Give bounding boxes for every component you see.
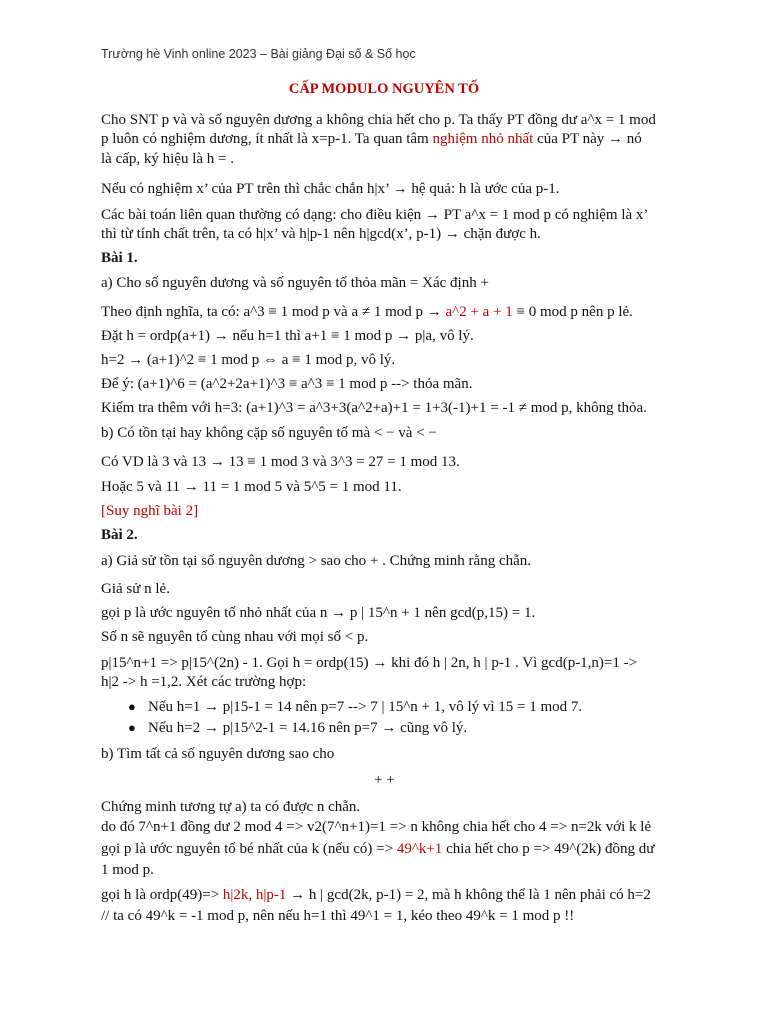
page-header: Trường hè Vinh online 2023 – Bài giảng Đại số & Số học — [101, 47, 416, 61]
bai2-line-4: p|15^n+1 => p|15^(2n) - 1. Gọi h = ordp(15) → khi đó h | 2n, h | p-1 . Vì gcd(p-1,n)=1 -> — [101, 655, 638, 671]
intro-line-2: p luôn có nghiệm dương, ít nhất là x=p-1. Ta quan tâm nghiệm nhỏ nhất của PT này → nó — [101, 131, 642, 147]
bai1-line-2: Đặt h = ordp(a+1) → nếu h=1 thì a+1 ≡ 1 mod p → p|a, vô lý. — [101, 328, 474, 344]
bai2-problem-a: a) Giả sử tồn tại số nguyên dương > sao cho + . Chứng minh rằng chẵn. — [101, 553, 532, 569]
bai2-heading: Bài 2. — [101, 527, 138, 543]
bai2-formula: + + — [374, 772, 395, 788]
bai2-line-11: // ta có 49^k = -1 mod p, nên nếu h=1 thì 49^1 = 1, kéo theo 49^k = 1 mod p !! — [101, 908, 575, 924]
bai2-bullet-2: Nếu h=2 → p|15^2-1 = 14.16 nên p=7 → cũng vô lý. — [148, 720, 468, 736]
highlight-smallest-solution: nghiệm nhỏ nhất — [432, 131, 534, 147]
bai1-problem-a: a) Cho số nguyên dương và số nguyên tố thỏa mãn = Xác định + — [101, 275, 489, 291]
bai2-line-2: gọi p là ước nguyên tố nhỏ nhất của n → p | 15^n + 1 nên gcd(p,15) = 1. — [101, 605, 536, 621]
intro-line-6: thì từ tính chất trên, ta có h|x’ và h|p-1 nên h|gcd(x’, p-1) → chặn được h. — [101, 226, 541, 242]
intro-line-3: là cấp, ký hiệu là h = . — [101, 151, 235, 167]
bai1-line-7: Hoặc 5 và 11 → 11 = 1 mod 5 và 5^5 = 1 mod 11. — [101, 479, 402, 495]
document-title: CẤP MODULO NGUYÊN TỐ — [288, 81, 480, 97]
bai2-line-6: Chứng minh tương tự a) ta có được n chẵn. — [101, 799, 361, 815]
bai2-line-9: 1 mod p. — [101, 862, 154, 878]
bai2-bullet-1: Nếu h=1 → p|15-1 = 14 nên p=7 --> 7 | 15^n + 1, vô lý vì 15 = 1 mod 7. — [148, 699, 583, 715]
bai1-line-3: h=2 → (a+1)^2 ≡ 1 mod p ⇔ a ≡ 1 mod p, vô lý. — [101, 352, 396, 368]
intro-line-5: Các bài toán liên quan thường có dạng: cho điều kiện → PT a^x = 1 mod p có nghiệm là x’ — [101, 207, 649, 223]
bai1-line-1: Theo định nghĩa, ta có: a^3 ≡ 1 mod p và a ≠ 1 mod p → a^2 + a + 1 ≡ 0 mod p nên p lẻ. — [101, 304, 633, 320]
bai1-heading: Bài 1. — [101, 250, 138, 266]
highlight-49k-plus-1: 49^k+1 — [396, 841, 443, 857]
bullet-dot: ● — [128, 699, 136, 714]
bai2-line-1: Giả sử n lẻ. — [101, 581, 170, 597]
suy-nghi-bai-2-link[interactable]: [Suy nghĩ bài 2] — [101, 503, 199, 519]
bai2-line-10: gọi h là ordp(49)=> h|2k, h|p-1 → h | gcd(2k, p-1) = 2, mà h không thể là 1 nên phải có h=2 — [101, 887, 651, 903]
bai2-line-7: do đó 7^n+1 đồng dư 2 mod 4 => v2(7^n+1)=1 => n không chia hết cho 4 => n=2k với k lẻ — [101, 819, 652, 835]
bai2-problem-b: b) Tìm tất cả số nguyên dương sao cho — [101, 746, 335, 762]
highlight-divisibility: h|2k, h|p-1 — [222, 887, 287, 903]
intro-line-1: Cho SNT p và và số nguyên dương a không chia hết cho p. Ta thấy PT đồng dư a^x = 1 mod — [101, 112, 656, 128]
highlight-expression: a^2 + a + 1 — [445, 304, 513, 320]
intro-line-4: Nếu có nghiệm x’ của PT trên thì chắc chắn h|x’ → hệ quả: h là ước của p-1. — [101, 181, 560, 197]
bai1-line-4: Để ý: (a+1)^6 = (a^2+2a+1)^3 ≡ a^3 ≡ 1 mod p --> thỏa mãn. — [101, 376, 473, 392]
bai1-problem-b: b) Có tồn tại hay không cặp số nguyên tố mà < − và < − — [101, 425, 437, 441]
bai1-line-6: Có VD là 3 và 13 → 13 ≡ 1 mod 3 và 3^3 = 27 = 1 mod 13. — [101, 454, 460, 470]
bullet-dot: ● — [128, 720, 136, 735]
bai2-line-3: Số n sẽ nguyên tố cùng nhau với mọi số < p. — [101, 629, 369, 645]
bai2-line-8: gọi p là ước nguyên tố bé nhất của k (nếu có) => 49^k+1 chia hết cho p => 49^(2k) đồng dư — [101, 841, 655, 857]
bai1-line-5: Kiểm tra thêm với h=3: (a+1)^3 = a^3+3(a^2+a)+1 = 1+3(-1)+1 = -1 ≠ mod p, không thỏa. — [101, 400, 647, 416]
bai2-line-5: h|2 -> h =1,2. Xét các trường hợp: — [101, 674, 307, 690]
